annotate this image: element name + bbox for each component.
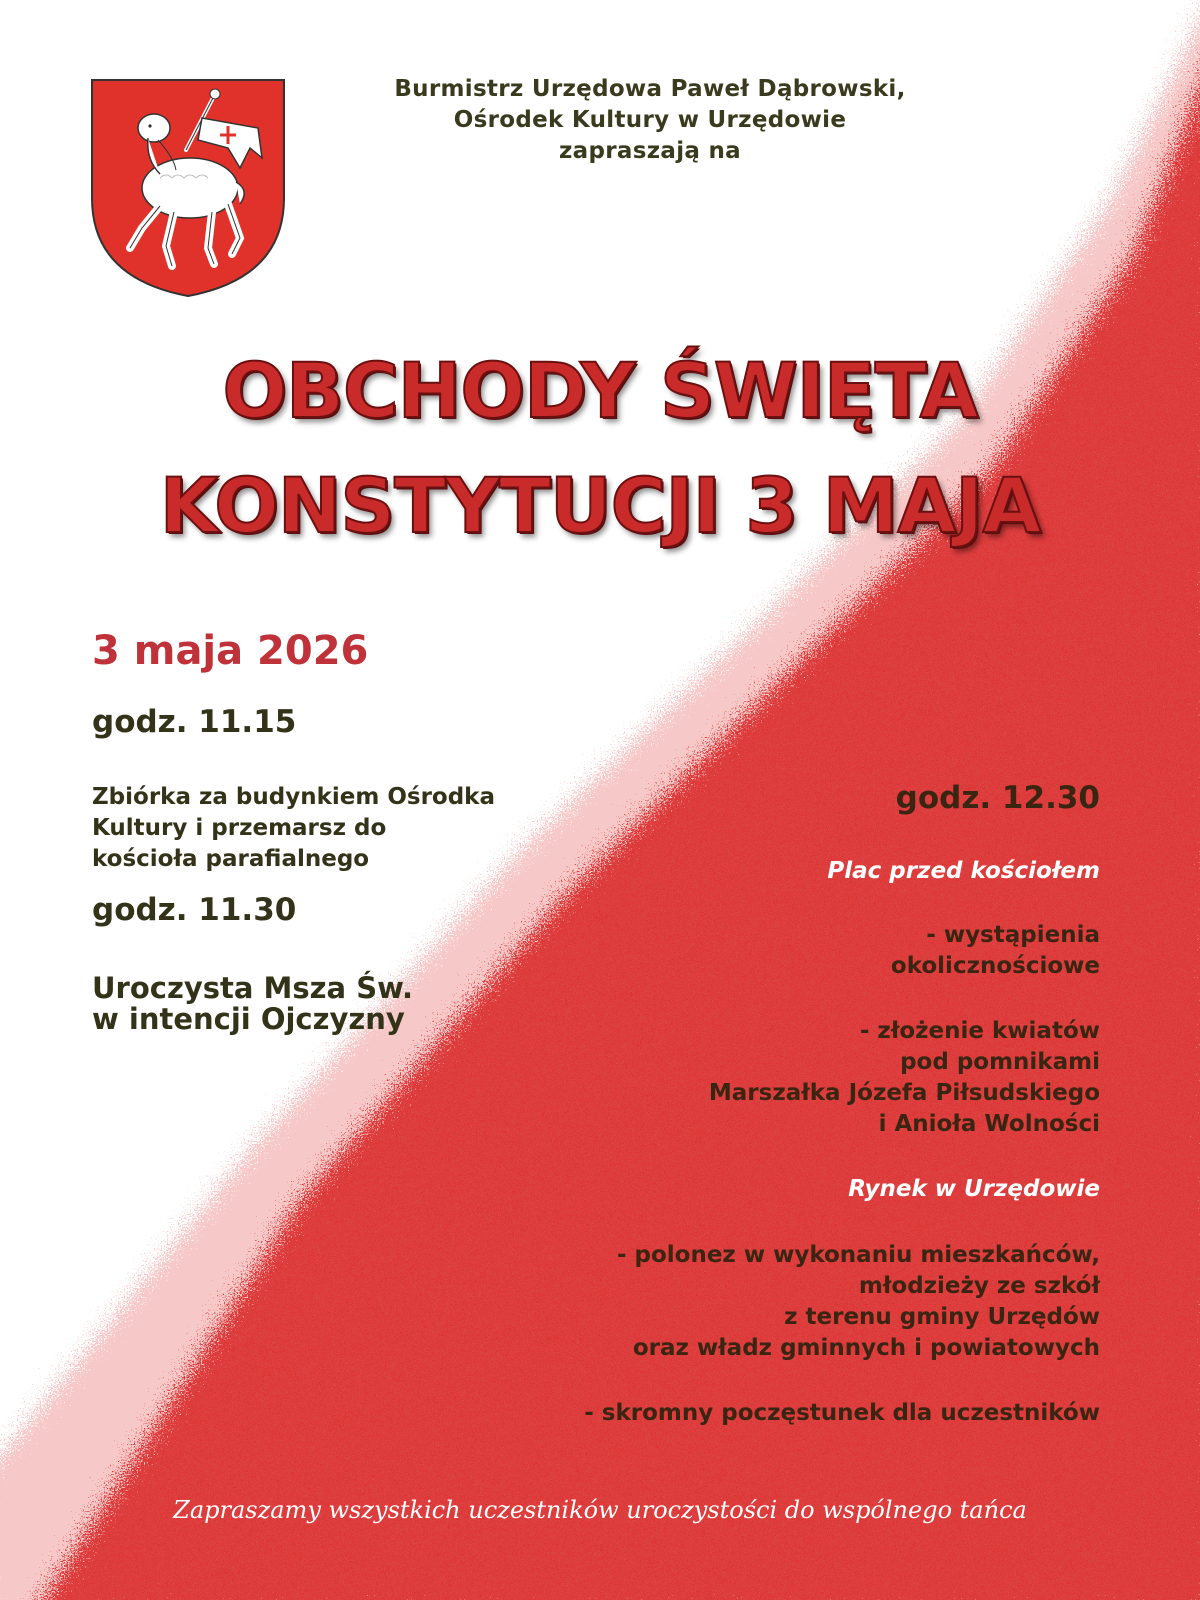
item-line: z terenu gminy Urzędów [784, 1304, 1100, 1330]
item-line: młodzieży ze szkół [858, 1273, 1100, 1299]
description-line: Zbiórka za budynkiem Ośrodka [92, 784, 495, 810]
description-line: w intencji Ojczyzny [92, 1002, 405, 1036]
item-speeches [891, 920, 1100, 982]
item-line: Marszałka Józefa Piłsudskiego [708, 1080, 1100, 1106]
mass-description [92, 973, 413, 1035]
time-11-30: godz. 11.30 [92, 892, 297, 928]
item-line: pod pomnikami [900, 1049, 1100, 1075]
description-line: Kultury i przemarsz do [92, 815, 387, 841]
description-line: kościoła parafialnego [92, 846, 370, 872]
gathering-description [92, 782, 495, 875]
title-line-2: KONSTYTUCJI 3 MAJA [159, 461, 1041, 550]
item-polonaise [617, 1240, 1100, 1364]
event-date: 3 maja 2026 [92, 628, 369, 674]
item-line: - złożenie kwiatów [859, 1018, 1100, 1044]
item-flowers [709, 1016, 1100, 1140]
item-line: - wystąpienia [926, 922, 1100, 948]
item-line: - polonez w wykonaniu mieszkańców, [616, 1242, 1100, 1268]
organizer-block [330, 74, 970, 167]
item-refreshments: - skromny poczęstunek dla uczestników [584, 1400, 1100, 1426]
item-line: okolicznościowe [890, 953, 1100, 979]
description-line: Uroczysta Msza Św. [92, 971, 414, 1005]
coat-of-arms-icon [90, 78, 286, 298]
dance-invitation: Zapraszamy wszystkich uczestników uroczystości do wspólnego tańca [173, 1496, 1027, 1524]
item-line: i Anioła Wolności [878, 1111, 1100, 1137]
organizer-line: Burmistrz Urzędowa Paweł Dąbrowski, [394, 76, 906, 102]
time-12-30: godz. 12.30 [895, 780, 1100, 816]
place-church-square: Plac przed kościołem [827, 858, 1100, 884]
organizer-line: zapraszają na [558, 138, 742, 164]
title-line-1: OBCHODY ŚWIĘTA [222, 346, 978, 435]
place-market-square: Rynek w Urzędowie [848, 1176, 1100, 1202]
item-line: oraz władz gminnych i powiatowych [632, 1335, 1100, 1361]
time-11-15: godz. 11.15 [92, 704, 297, 740]
organizer-line: Ośrodek Kultury w Urzędowie [453, 107, 847, 133]
